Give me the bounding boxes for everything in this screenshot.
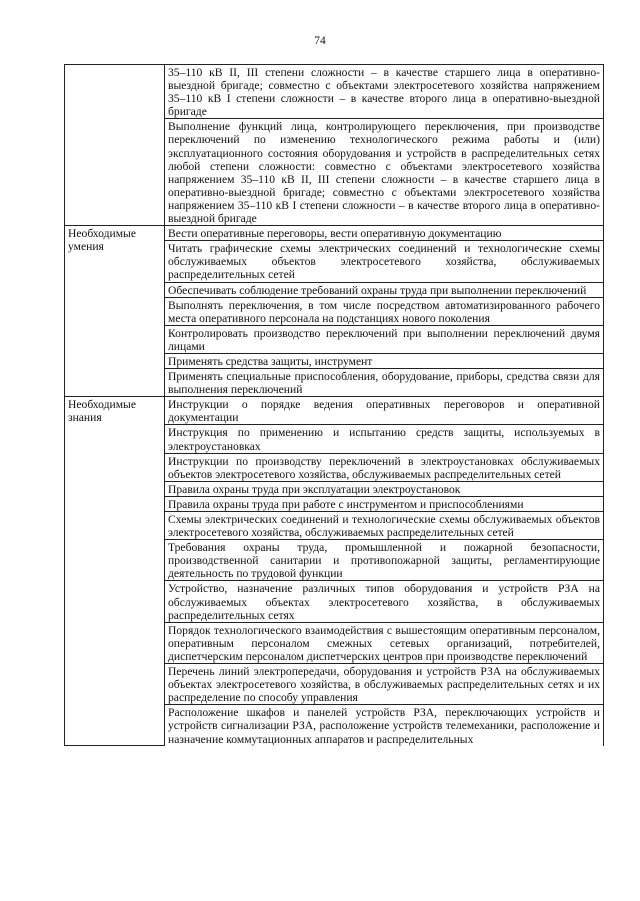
requirements-table [64,64,604,746]
table-cell: Перечень линий электропередачи, оборудования и устройств РЗА на обслуживаемых объектах электросетевого хозяйства, в обслуживаемых распределительных сетях и их распределение по способу управления [165,664,604,705]
table-cell: Расположение шкафов и панелей устройств РЗА, переключающих устройств и устройств сигнализации РЗА, расположение устройств телемеханики, расположение и назначение коммутационных аппаратов и распределительных [165,705,604,746]
page-number: 74 [314,35,326,47]
table-cell: Применять средства защиты, инструмент [165,353,604,368]
table-cell: Читать графические схемы электрических соединений и технологические схемы обслуживаемых объектов электросетевого хозяйства, обслуживаемых распределительных сетей [165,241,604,282]
table-cell: Правила охраны труда при работе с инструментом и приспособлениями [165,496,604,511]
table-row [65,226,604,241]
table-cell: Правила охраны труда при эксплуатации электроустановок [165,481,604,496]
table-cell: Инструкция по применению и испытанию средств защиты, используемых в электроустановках [165,425,604,453]
table-cell: Устройство, назначение различных типов оборудования и устройств РЗА на обслуживаемых объектах электросетевого хозяйства, в обслуживаемых распределительных сетях [165,581,604,622]
section-label-skills: Необходимые умения [65,226,165,397]
table-cell: Применять специальные приспособления, оборудование, приборы, средства связи для выполнения переключений [165,369,604,397]
table-cell: Инструкции по производству переключений в электроустановках обслуживаемых объектов электросетевого хозяйства, обслуживаемых распределительных сетей [165,453,604,481]
table-cell: Требования охраны труда, промышленной и пожарной безопасности, производственной санитарии и противопожарной защиты, регламентирующие деятельность по трудовой функции [165,540,604,581]
table-cell: Инструкции о порядке ведения оперативных переговоров и оперативной документации [165,397,604,425]
table-cell: Контролировать производство переключений при выполнении переключений двумя лицами [165,325,604,353]
table-cell: Схемы электрических соединений и технологические схемы обслуживаемых объектов электросетевого хозяйства, обслуживаемых распределительных сетей [165,512,604,540]
table-row [65,397,604,425]
table-cell: Обеспечивать соблюдение требований охраны труда при выполнении переключений [165,282,604,297]
table-row [65,65,604,119]
section-label-knowledge: Необходимые знания [65,397,165,746]
table-cell: Выполнение функций лица, контролирующего переключения, при производстве переключений по изменению технологического режима работы и (или) эксплуатационного состояния оборудования и устройств в распределительных сетях любой степени сложности: совместно с объектами электросетевого хозяйства напряжением 35–110 кВ II, III степени сложности – в качестве старшего лица в оперативно-выездной бригаде; совместно с объектами электросетевого хозяйства напряжением 35–110 кВ I степени сложности – в качестве второго лица в оперативно-выездной бригаде [165,119,604,226]
table-cell: Порядок технологического взаимодействия с вышестоящим оперативным персоналом, оперативным персоналом смежных сетевых организаций, потребителей, диспетчерским персоналом диспетчерских центров при производстве переключений [165,622,604,663]
table-cell: Выполнять переключения, в том числе посредством автоматизированного рабочего места оперативного персонала на подстанциях нового поколения [165,297,604,325]
table-cell: 35–110 кВ II, III степени сложности – в качестве старшего лица в оперативно-выездной бригаде; совместно с объектами электросетевого хозяйства напряжением 35–110 кВ I степени сложности – в качестве второго лица в оперативно-выездной бригаде [165,65,604,119]
table-cell: Вести оперативные переговоры, вести оперативную документацию [165,226,604,241]
section-label-empty [65,65,165,226]
